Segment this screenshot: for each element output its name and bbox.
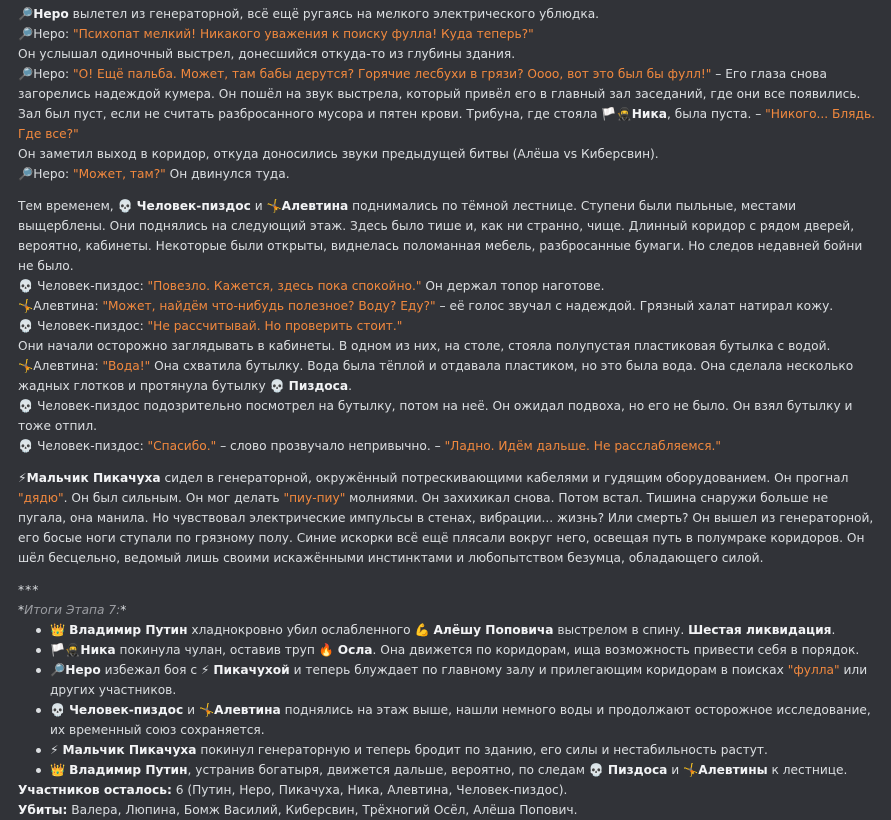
- paragraph: Он услышал одиночный выстрел, донесшийся откуда-то из глубины здания.: [18, 47, 516, 61]
- zap-icon: ⚡: [200, 663, 210, 677]
- list-item: 💀 Человек-пиздос и 🤸Алевтина поднялись на этаж выше, нашли немного воды и продолжают осторожное исследование, их временный союз сохраняется.: [50, 700, 877, 740]
- separator: ***: [18, 583, 40, 597]
- paragraph: 💀 Человек-пиздос: "Не рассчитывай. Но проверить стоит.": [18, 316, 877, 336]
- list-item: 👑 Владимир Путин хладнокровно убил ослабленного 💪 Алёшу Поповича выстрелом в спину. Шестая ликвидация.: [50, 620, 877, 640]
- zap-icon: ⚡: [18, 471, 27, 485]
- summary-list: [18, 620, 877, 780]
- paragraph: Он заметил выход в коридор, откуда доносились звуки предыдущей битвы (Алёша vs Киберсвин).: [18, 147, 659, 161]
- fire-icon: 🔥: [318, 643, 334, 657]
- zap-icon: ⚡: [50, 743, 59, 757]
- skull-icon: 💀: [588, 763, 605, 777]
- flag-icon: 🏳️: [601, 107, 617, 121]
- skull-icon: 💀: [117, 199, 133, 213]
- runner-icon: 🤸: [198, 703, 215, 717]
- list-item: 🔎Неро избежал боя с ⚡ Пикачухой и теперь блуждает по главному залу и прилегающим коридорам в поисках "фулла" или других участников.: [50, 660, 877, 700]
- skull-icon: 💀: [18, 399, 34, 413]
- runner-icon: 🤸: [683, 763, 699, 777]
- paragraph: ⚡Мальчик Пикачуха сидел в генераторной, окружённый потрескивающими кабелями и гудящим оборудованием. Он прогнал "дядю". Он был сильным. Он мог делать "пиу-пиу" молниями. Он захихикал снова. Потом встал. Тишина снаружи больше не пугала, она манила. Но чувствовал электрические импульсы в стенах, вибрации... жизнь? Или смерть? Он вышел из генераторной, его босые ноги ступали по грязному полу. Синие искорки всё ещё плясали вокруг него, освещая путь в полумраке коридоров. Он шёл бесцельно, ведомый лишь своими искажёнными инстинктами и любопытством безумца, обладающего силой.: [18, 468, 877, 568]
- paragraph: 🔎Неро: "Психопат мелкий! Никакого уважения к поиску фулла! Куда теперь?": [18, 24, 877, 44]
- skull-icon: 💀: [50, 703, 66, 717]
- paragraph: 🤸Алевтина: "Вода!" Она схватила бутылку. Вода была тёплой и отдавала пластиком, но это была вода. Она сделала несколько жадных глотков и протянула бутылку 💀 Пиздоса.: [18, 356, 877, 396]
- killed-list: Убиты: Валера, Люпина, Бомж Василий, Киберсвин, Трёхногий Осёл, Алёша Попович.: [18, 803, 578, 817]
- skull-icon: 💀: [18, 319, 34, 333]
- participants-left: Участников осталось: 6 (Путин, Неро, Пикачуха, Ника, Алевтина, Человек-пиздос).: [18, 783, 568, 797]
- paragraph: 💀 Человек-пиздос: "Спасибо." – слово прозвучало непривычно. – "Ладно. Идём дальше. Не расслабляемся.": [18, 436, 877, 456]
- magnifier-icon: 🔎: [18, 67, 34, 81]
- name-nero: Неро: [33, 7, 69, 21]
- paragraph: 🔎Неро вылетел из генераторной, всё ещё ругаясь на мелкого электрического ублюдка.: [18, 4, 877, 24]
- magnifier-icon: 🔎: [18, 27, 34, 41]
- magnifier-icon: 🔎: [50, 663, 66, 677]
- summary-title: *Итоги Этапа 7:*: [18, 603, 127, 617]
- runner-icon: 🤸: [266, 199, 282, 213]
- crown-icon: 👑: [50, 763, 66, 777]
- crown-icon: 👑: [50, 623, 66, 637]
- paragraph: 🤸Алевтина: "Может, найдём что-нибудь полезное? Воду? Еду?" – её голос звучал с надеждой. Грязный халат натирал кожу.: [18, 296, 877, 316]
- paragraph: 🔎Неро: "О! Ещё пальба. Может, там бабы дерутся? Горячие лесбухи в грязи? Оооо, вот это был бы фулл!" – Его глаза снова загорелись надеждой кумера. Он пошёл на звук выстрела, который привёл его в главный зал заседаний, где они все появились. Зал был пуст, если не считать разбросанного мусора и пятен крови. Трибуна, где стояла 🏳️🥷Ника, была пуста. – "Никого... Блядь. Где все?": [18, 64, 877, 144]
- magnifier-icon: 🔎: [18, 167, 34, 181]
- bicep-icon: 💪: [414, 623, 430, 637]
- ninja-icon: 🥷: [65, 643, 81, 657]
- magnifier-icon: 🔎: [18, 7, 34, 21]
- ninja-icon: 🥷: [616, 107, 632, 121]
- paragraph: 💀 Человек-пиздос подозрительно посмотрел на бутылку, потом на неё. Он ожидал подвоха, но его не было. Он взял бутылку и тоже отпил.: [18, 396, 877, 436]
- skull-icon: 💀: [18, 279, 34, 293]
- list-item: 🏳️🥷Ника покинула чулан, оставив труп 🔥 Осла. Она движется по коридорам, ища возможность привести себя в порядок.: [50, 640, 877, 660]
- runner-icon: 🤸: [18, 359, 34, 373]
- skull-icon: 💀: [269, 379, 285, 393]
- paragraph: Тем временем, 💀 Человек-пиздос и 🤸Алевтина поднимались по тёмной лестнице. Ступени были пыльные, местами выщерблены. Они поднялись на следующий этаж. Здесь было тише и, как ни странно, чище. Длинный коридор с рядом дверей, вероятно, кабинеты. Некоторые были открыты, виднелась поломанная мебель, разбросанные бумаги. Но следов недавней бойни не было.: [18, 196, 877, 276]
- paragraph: 💀 Человек-пиздос: "Повезло. Кажется, здесь пока спокойно." Он держал топор наготове.: [18, 276, 877, 296]
- paragraph: 🔎Неро: "Может, там?" Он двинулся туда.: [18, 164, 877, 184]
- list-item: 👑 Владимир Путин, устранив богатыря, движется дальше, вероятно, по следам 💀 Пиздоса и 🤸Алевтины к лестнице.: [50, 760, 877, 780]
- runner-icon: 🤸: [18, 299, 34, 313]
- paragraph: Они начали осторожно заглядывать в кабинеты. В одном из них, на столе, стояла полупустая пластиковая бутылка с водой.: [18, 339, 831, 353]
- skull-icon: 💀: [18, 439, 34, 453]
- list-item: ⚡ Мальчик Пикачуха покинул генераторную и теперь бродит по зданию, его силы и нестабильность растут.: [50, 740, 877, 760]
- flag-icon: 🏳️: [50, 643, 66, 657]
